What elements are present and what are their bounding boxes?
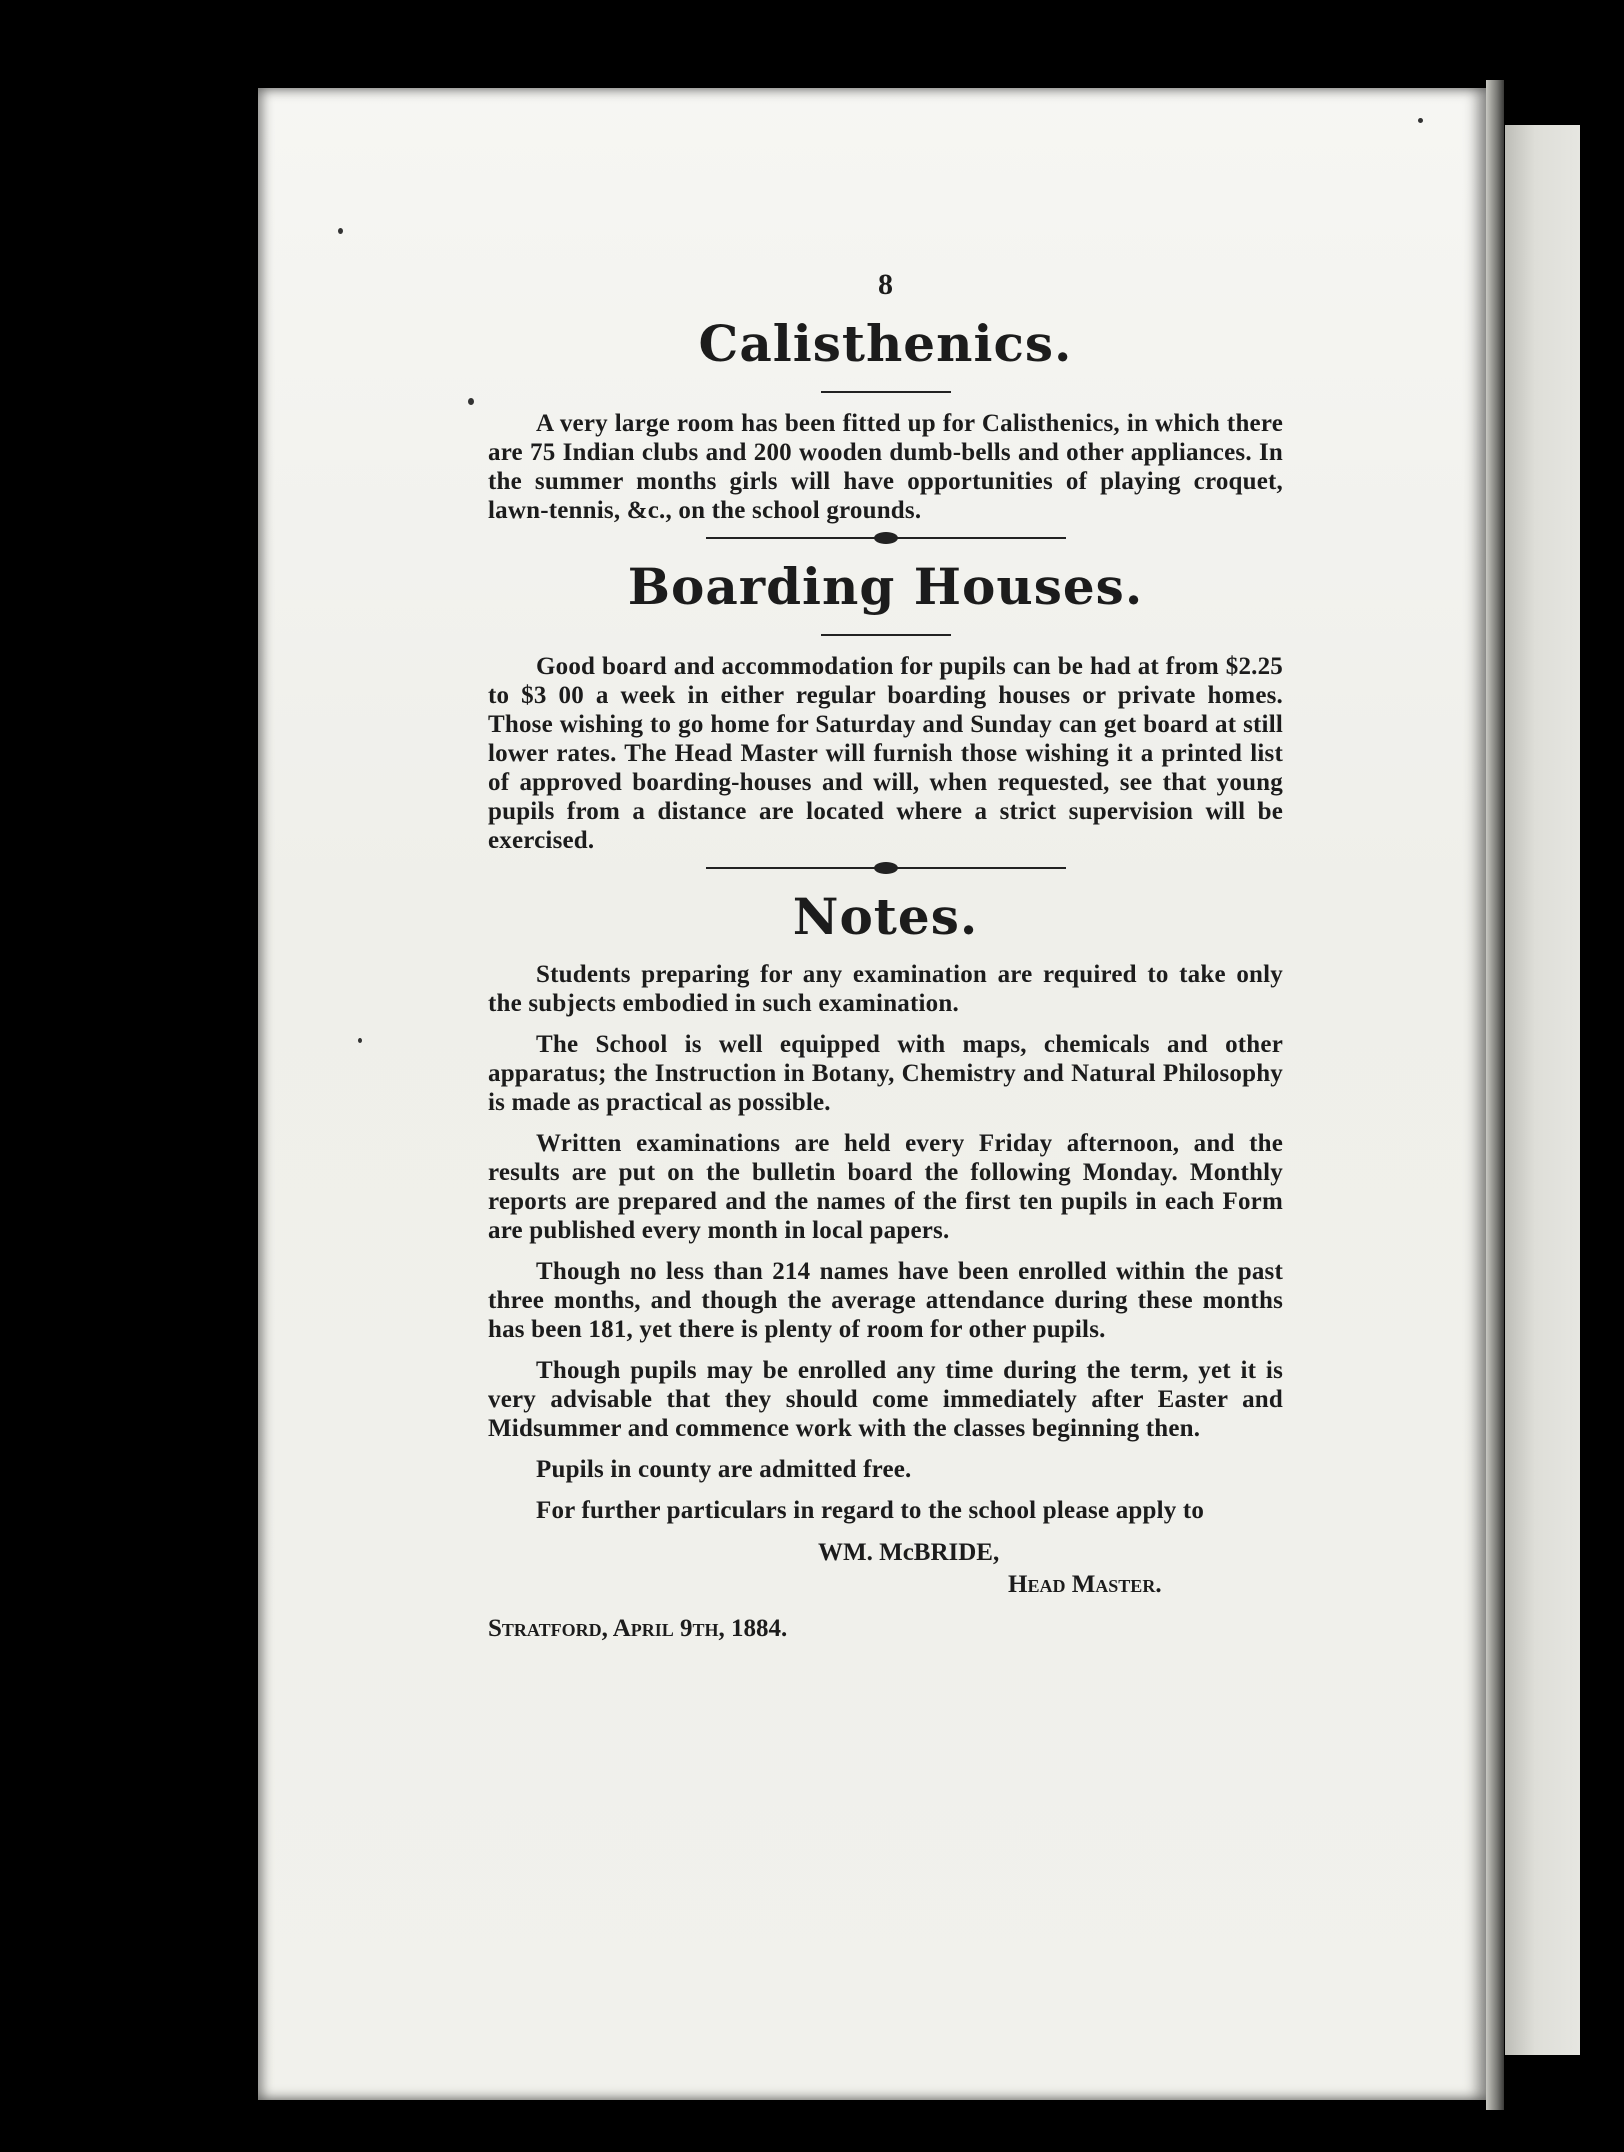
dateline: Stratford, April 9th, 1884. [488, 1615, 788, 1642]
heading-rule [821, 391, 951, 393]
calisthenics-paragraph: A very large room has been fitted up for Calisthenics, in which there are 75 Indian clubs and 200 wooden dumb-bells and other appliances. In the summer months girls will have opportunities of playing croquet, lawn-tennis, &c., on the school grounds. [488, 410, 1283, 524]
notes-paragraph: Written examinations are held every Friday afternoon, and the results are put on the bulletin board the following Monday. Monthly reports are prepared and the names of the first ten pupils in each Form are published every month in local papers. [488, 1130, 1283, 1244]
heading-rule [821, 634, 951, 636]
signature-title: Head Master. [1008, 1571, 1162, 1598]
document-page [258, 88, 1486, 2100]
ink-speck [358, 1038, 362, 1043]
ink-speck [1418, 118, 1423, 123]
notes-paragraph: Though no less than 214 names have been enrolled within the past three months, and though the average attendance during these months has been 181, yet there is plenty of room for other pupils. [488, 1258, 1283, 1343]
signature-name: WM. McBRIDE, [818, 1539, 1000, 1566]
heading-notes: Notes. [792, 887, 979, 946]
notes-section [488, 960, 1283, 1525]
notes-paragraph: The School is well equipped with maps, chemicals and other apparatus; the Instruction in Botany, Chemistry and Natural Philosophy is made as practical as possible. [488, 1031, 1283, 1116]
adjacent-page-edge [1505, 125, 1580, 2055]
notes-paragraph: Though pupils may be enrolled any time during the term, yet it is very advisable that they should come immediately after Easter and Midsummer and commence work with the classes beginning then. [488, 1357, 1283, 1442]
ink-speck [338, 228, 343, 234]
page-number: 8 [878, 268, 893, 301]
notes-paragraph: For further particulars in regard to the school please apply to [536, 1497, 1205, 1524]
signature-block [488, 1537, 1283, 1601]
section-ornament-divider [706, 861, 1066, 875]
boarding-paragraph: Good board and accommodation for pupils can be had at from $2.25 to $3 00 a week in either regular boarding houses or private homes. Those wishing to go home for Saturday and Sunday can get board at still lower rates. The Head Master will furnish those wishing it a printed list of approved boarding-houses and will, when requested, see that young pupils from a distance are located where a strict supervision will be exercised. [488, 653, 1283, 854]
notes-paragraph: Pupils in county are admitted free. [536, 1456, 912, 1483]
ink-speck [468, 398, 474, 405]
book-spine [1486, 80, 1504, 2110]
page-content [488, 268, 1283, 1643]
heading-calisthenics: Calisthenics. [698, 314, 1073, 373]
heading-boarding-houses: Boarding Houses. [627, 557, 1144, 616]
notes-paragraph: Students preparing for any examination are required to take only the subjects embodied in such examination. [488, 961, 1283, 1017]
section-ornament-divider [706, 531, 1066, 545]
